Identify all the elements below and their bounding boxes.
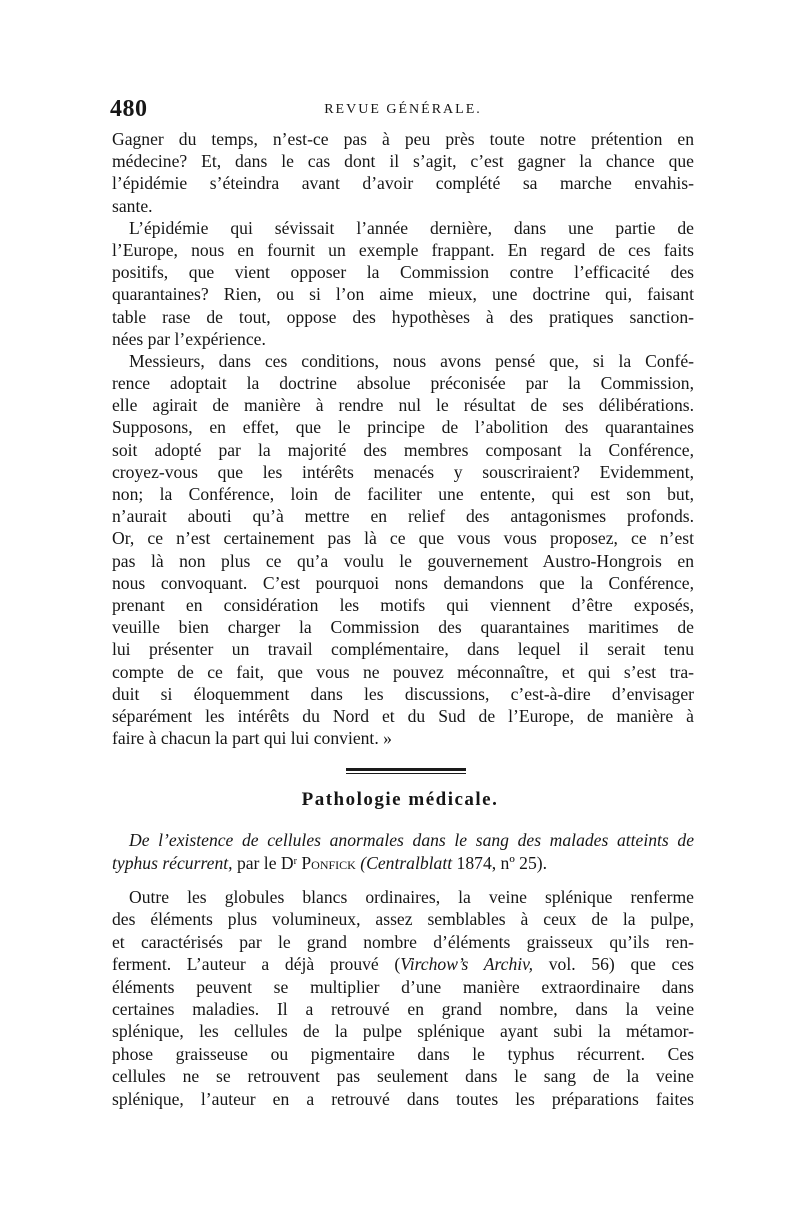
text-line: éléments peuvent se multiplier d’une manière extraordinaire dans	[112, 976, 694, 997]
text-line: quarantaines? Rien, ou si l’on aime mieux, une doctrine qui, faisant	[112, 284, 694, 305]
text-line: rence adoptait la doctrine absolue préconisée par la Commission,	[112, 373, 694, 394]
section-divider	[346, 768, 466, 771]
text-line: table rase de tout, oppose des hypothèses à des pratiques sanction-	[112, 306, 694, 327]
text-line: ferment. L’auteur a déjà prouvé (Virchow’s Archiv, vol. 56) que ces	[112, 954, 694, 975]
text-line: croyez-vous que les intérêts menacés y souscriraient? Evidemment,	[112, 461, 694, 482]
text-line: des éléments plus volumineux, assez semblables à ceux de la pulpe,	[112, 909, 694, 930]
text-line: pas là non plus ce qu’a voulu le gouvernement Austro-Hongrois en	[112, 550, 694, 571]
article-subtitle	[112, 829, 694, 875]
text-line: Outre les globules blancs ordinaires, la veine splénique renferme	[129, 887, 694, 907]
running-title: REVUE GÉNÉRALE.	[324, 102, 482, 117]
text-line: cellules ne se retrouvent pas seulement dans le sang de la veine	[112, 1066, 694, 1087]
text-line: L’épidémie qui sévissait l’année dernière, dans une partie de	[129, 217, 694, 238]
article-body	[112, 886, 694, 1110]
text-line: séparément les intérêts du Nord et du Sud de l’Europe, de manière à	[112, 705, 694, 726]
text-line: elle agirait de manière à rendre nul le résultat de ses délibérations.	[112, 395, 694, 416]
text-line: sante.	[112, 195, 153, 216]
speech-block	[112, 128, 694, 749]
text-line: nées par l’expérience.	[112, 328, 266, 349]
text-line: l’Europe, nous en fournit un exemple frappant. En regard de ces faits	[112, 239, 694, 260]
text-line: nous convoquant. C’est pourquoi nons demandons que la Conférence,	[112, 572, 694, 593]
text-line: faire à chacun la part qui lui convient. »	[112, 728, 392, 749]
text-line: Or, ce n’est certainement pas là ce que vous vous proposez, ce n’est	[112, 528, 694, 549]
text-line: Supposons, en effet, que le principe de l’abolition des quarantaines	[112, 417, 694, 438]
subtitle-citation-line: typhus récurrent, par le $D^r$ Ponfick (Centralblatt 1874, nº 25).	[112, 853, 548, 873]
text-line: Gagner du temps, n’est-ce pas à peu près toute notre prétention en	[112, 129, 694, 149]
text-line: splénique, l’auteur en a retrouvé dans toutes les préparations faites	[112, 1088, 694, 1109]
text-line: veuille bien charger la Commission des quarantaines maritimes de	[112, 617, 694, 638]
text-line: soit adopté par la majorité des membres composant la Conférence,	[112, 439, 694, 460]
text-line: duit si éloquemment dans les discussions, c’est-à-dire d’envisager	[112, 683, 694, 704]
text-line: compte de ce fait, que vous ne pouvez méconnaître, et qui s’est tra-	[112, 661, 694, 682]
text-line: positifs, que vient opposer la Commission contre l’efficacité des	[112, 262, 694, 283]
author-name: Ponfick	[301, 853, 356, 873]
text-line: certaines maladies. Il a retrouvé en grand nombre, dans la veine	[112, 998, 694, 1019]
page-number: 480	[110, 96, 148, 122]
running-header	[110, 96, 696, 124]
text-line: lui présenter un travail complémentaire, dans lequel il serait tenu	[112, 639, 694, 660]
text-line: splénique, les cellules de la pulpe splénique ayant subi la métamor-	[112, 1021, 694, 1042]
text-line: prenant en considération les motifs qui viennent d’être exposés,	[112, 594, 694, 615]
journal-name: (Centralblatt	[360, 853, 453, 873]
text-line: médecine? Et, dans le cas dont il s’agit, c’est gagner la chance que	[112, 151, 694, 172]
text-line: l’épidémie s’éteindra avant d’avoir complété sa marche envahis-	[112, 173, 694, 194]
text-line: phose graisseuse ou pigmentaire dans le typhus récurrent. Ces	[112, 1043, 694, 1064]
text-line: n’aurait abouti qu’à mettre en relief des antagonismes profonds.	[112, 506, 694, 527]
text-line: non; la Conférence, loin de faciliter une entente, qui est son but,	[112, 484, 694, 504]
text-line: Messieurs, dans ces conditions, nous avons pensé que, si la Confé-	[129, 350, 694, 371]
section-heading: Pathologie médicale.	[301, 789, 499, 810]
text-line: et caractérisés par le grand nombre d’éléments graisseux qu’ils ren-	[112, 931, 694, 952]
subtitle-line: De l’existence de cellules anormales dans le sang des malades atteints de	[129, 830, 694, 850]
